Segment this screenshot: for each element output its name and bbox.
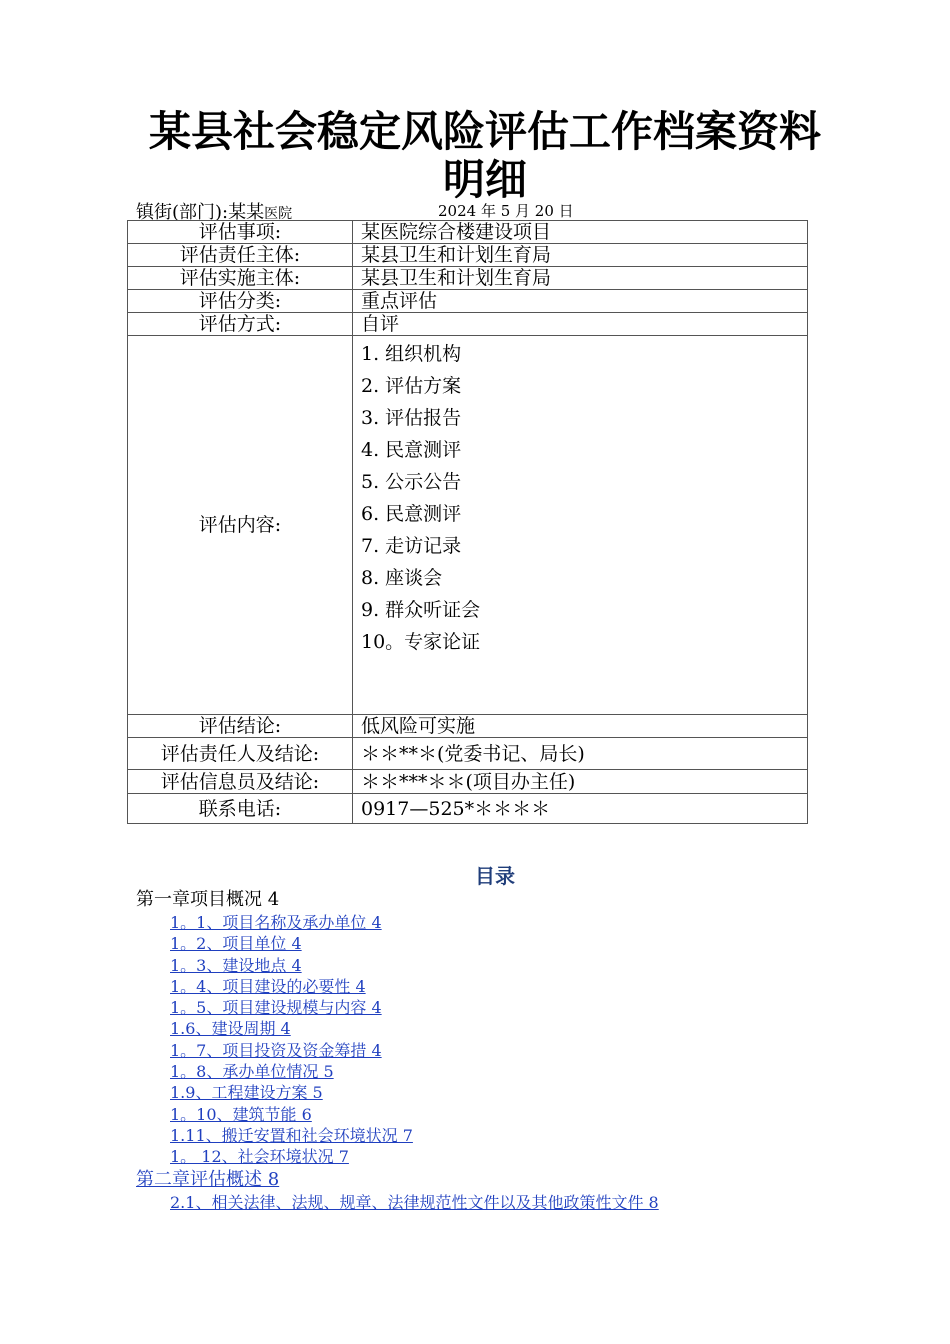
toc-link[interactable]: 1.6、建设周期 4 (170, 1019, 291, 1039)
toc-link[interactable]: 1。 12、社会环境状况 7 (170, 1147, 349, 1167)
toc-title: 目录 (475, 864, 515, 888)
table-row (128, 313, 808, 336)
row-value: 某医院综合楼建设项目 (353, 221, 808, 244)
toc-chapter-2-link[interactable]: 第二章评估概述 8 (136, 1168, 280, 1190)
table-of-contents (136, 888, 836, 1213)
row-label: 评估方式: (128, 313, 353, 336)
table-row-content (128, 336, 808, 715)
toc-link[interactable]: 2.1、相关法律、法规、规章、法律规范性文件以及其他政策性文件 8 (170, 1192, 659, 1212)
table-row (128, 267, 808, 290)
toc-link[interactable]: 1。8、承办单位情况 5 (170, 1062, 334, 1082)
meta-row (136, 198, 816, 222)
row-label: 评估分类: (128, 290, 353, 313)
toc-link[interactable]: 1。5、项目建设规模与内容 4 (170, 998, 382, 1018)
row-label: 评估事项: (128, 221, 353, 244)
list-item: 7. 走访记录 (361, 535, 462, 557)
row-label: 评估结论: (128, 715, 353, 738)
list-item: 2. 评估方案 (361, 375, 462, 397)
list-item: 4. 民意测评 (361, 439, 462, 461)
toc-link[interactable]: 1。10、建筑节能 6 (170, 1104, 312, 1124)
row-label: 评估信息员及结论: (128, 770, 353, 794)
row-label: 评估实施主体: (128, 267, 353, 290)
table-row (128, 290, 808, 313)
table-row (128, 715, 808, 738)
list-item: 10。专家论证 (361, 631, 481, 653)
toc-link[interactable]: 1.11、搬迁安置和社会环境状况 7 (170, 1125, 413, 1145)
list-item: 1. 组织机构 (361, 343, 462, 365)
assessment-info-table (127, 220, 808, 824)
list-item: 6. 民意测评 (361, 503, 462, 525)
toc-link[interactable]: 1。3、建设地点 4 (170, 955, 302, 975)
toc-link[interactable]: 1。2、项目单位 4 (170, 934, 302, 954)
row-value: ＊＊**＊(党委书记、局长) (353, 738, 808, 770)
toc-link[interactable]: 1.9、工程建设方案 5 (170, 1083, 323, 1103)
row-label: 评估责任人及结论: (128, 738, 353, 770)
row-label: 联系电话: (128, 794, 353, 824)
row-value: 重点评估 (353, 290, 808, 313)
toc-link[interactable]: 1。7、项目投资及资金筹措 4 (170, 1040, 382, 1060)
toc-link[interactable]: 1。4、项目建设的必要性 4 (170, 976, 366, 996)
list-item: 3. 评估报告 (361, 407, 462, 429)
list-item: 8. 座谈会 (361, 567, 443, 589)
row-value: 某县卫生和计划生育局 (353, 267, 808, 290)
list-item: 9. 群众听证会 (361, 599, 481, 621)
content-items (353, 336, 808, 715)
table-row (128, 221, 808, 244)
row-value: 0917—525*＊＊＊＊ (353, 794, 808, 824)
toc-chapter-1: 第一章项目概况 4 (136, 889, 280, 910)
document-date: 2024 年 5 月 20 日 (438, 202, 574, 220)
document-title: 某县社会稳定风险评估工作档案资料明细 (148, 107, 821, 204)
table-row (128, 770, 808, 794)
row-value: 低风险可实施 (353, 715, 808, 738)
row-label: 评估责任主体: (128, 244, 353, 267)
table-row (128, 244, 808, 267)
toc-link[interactable]: 1。1、项目名称及承办单位 4 (170, 913, 382, 932)
department-label: 镇街(部门):某某 (136, 202, 265, 223)
content-list (361, 336, 807, 662)
department-suffix: 医院 (264, 206, 293, 222)
table-row (128, 738, 808, 770)
row-value: ＊＊***＊＊(项目办主任) (353, 770, 808, 794)
row-value: 自评 (353, 313, 808, 336)
list-item: 5. 公示公告 (361, 471, 462, 493)
row-value: 某县卫生和计划生育局 (353, 244, 808, 267)
table-row (128, 794, 808, 824)
content-label: 评估内容: (128, 336, 353, 715)
